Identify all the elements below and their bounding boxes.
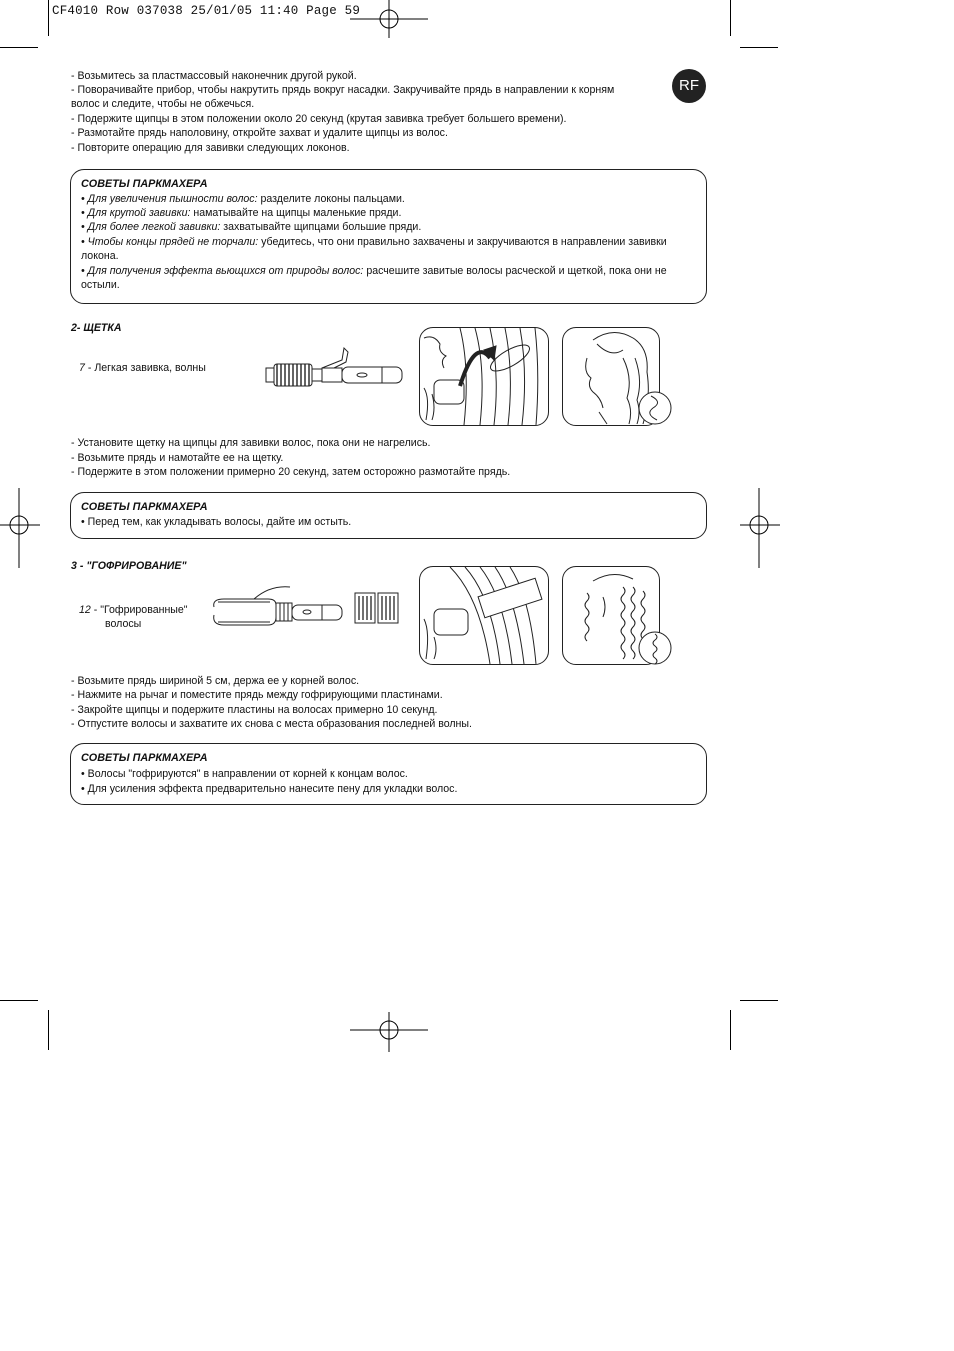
tip-item: • Для увеличения пышности волос: разделите локоны пальцами. bbox=[81, 193, 405, 205]
crimper-plates-illustration bbox=[354, 592, 399, 624]
tip-item: • Перед тем, как укладывать волосы, дайте им остыть. bbox=[81, 516, 352, 528]
tips-box bbox=[70, 169, 707, 304]
crop-mark bbox=[740, 1000, 778, 1001]
tips-title: СОВЕТЫ ПАРКМАХЕРА bbox=[81, 501, 208, 513]
crop-mark bbox=[740, 47, 778, 48]
illustration-frame-crimping bbox=[419, 566, 549, 665]
step-label: 12 - "Гофрированные" bbox=[79, 604, 188, 616]
instruction-line: - Закройте щипцы и подержите пластины на волосах примерно 10 секунд. bbox=[71, 704, 438, 716]
intro-line: - Повторите операцию для завивки следующих локонов. bbox=[71, 142, 350, 154]
instruction-line: - Подержите в этом положении примерно 20 секунд, затем осторожно размотайте прядь. bbox=[71, 466, 511, 478]
tip-item: • Волосы "гофрируются" в направлении от корней к концам волос. bbox=[81, 768, 408, 780]
tip-item: локона. bbox=[81, 250, 119, 262]
intro-line: - Размотайте прядь наполовину, откройте захват и удалите щипцы из волос. bbox=[71, 127, 448, 139]
language-badge: RF bbox=[672, 69, 706, 103]
tips-box bbox=[70, 743, 707, 805]
intro-line: - Поворачивайте прибор, чтобы накрутить прядь вокруг насадки. Закручивайте прядь в направлении к корням bbox=[71, 84, 615, 96]
tip-item: • Чтобы концы прядей не торчали: убедитесь, что они правильно захвачены и закручиваются в направлении завивки bbox=[81, 236, 667, 248]
crop-mark bbox=[730, 0, 731, 36]
wave-detail-icon bbox=[637, 390, 673, 426]
tip-item: • Для более легкой завивки: захватывайте щипцами большие пряди. bbox=[81, 221, 422, 233]
crimp-detail-icon bbox=[637, 630, 673, 666]
section-heading: 3 - "ГОФРИРОВАНИЕ" bbox=[71, 560, 187, 572]
registration-mark-left bbox=[0, 488, 40, 568]
instruction-line: - Установите щетку на щипцы для завивки волос, пока они не нагрелись. bbox=[71, 437, 431, 449]
instruction-line: - Нажмите на рычаг и поместите прядь между гофрирующими пластинами. bbox=[71, 689, 443, 701]
brush-attachment-illustration bbox=[262, 342, 407, 392]
crop-mark bbox=[730, 1010, 731, 1050]
crop-mark bbox=[0, 1000, 38, 1001]
print-header: CF4010 Row 037038 25/01/05 11:40 Page 59 bbox=[52, 4, 361, 18]
instruction-line: - Отпустите волосы и захватите их снова с места образования последней волны. bbox=[71, 718, 472, 730]
crimper-attachment-illustration bbox=[210, 585, 345, 630]
intro-line: волос и следите, чтобы не обжечься. bbox=[71, 98, 255, 110]
section-heading: 2- ЩЕТКА bbox=[71, 322, 122, 334]
tip-item: • Для крутой завивки: наматывайте на щипцы маленькие пряди. bbox=[81, 207, 402, 219]
registration-mark-right bbox=[740, 488, 780, 568]
tip-item: • Для получения эффекта вьющихся от природы волос: расчешите завитые волосы расческой и щеткой, пока они не bbox=[81, 265, 667, 277]
crop-mark bbox=[48, 0, 49, 36]
tip-item: • Для усиления эффекта предварительно нанесите пену для укладки волос. bbox=[81, 783, 458, 795]
instruction-line: - Возьмите прядь шириной 5 см, держа ее у корней волос. bbox=[71, 675, 360, 687]
tips-title: СОВЕТЫ ПАРКМАХЕРА bbox=[81, 178, 208, 190]
tips-box bbox=[70, 492, 707, 539]
tips-title: СОВЕТЫ ПАРКМАХЕРА bbox=[81, 752, 208, 764]
hand-crimping-hair-illustration bbox=[420, 567, 548, 664]
step-label-continued: волосы bbox=[105, 618, 142, 630]
crop-mark bbox=[0, 47, 38, 48]
step-label: 7 - Легкая завивка, волны bbox=[79, 362, 206, 374]
hand-brushing-hair-illustration bbox=[420, 328, 548, 425]
intro-line: - Возьмитесь за пластмассовый наконечник другой рукой. bbox=[71, 70, 357, 82]
registration-mark-top bbox=[350, 0, 430, 40]
tip-item: остыли. bbox=[81, 279, 120, 291]
registration-mark-bottom bbox=[350, 1012, 430, 1054]
instruction-line: - Возьмите прядь и намотайте ее на щетку. bbox=[71, 452, 284, 464]
crop-mark bbox=[48, 1010, 49, 1050]
illustration-frame-brushing bbox=[419, 327, 549, 426]
intro-line: - Подержите щипцы в этом положении около 20 секунд (крутая завивка требует большего времени). bbox=[71, 113, 567, 125]
